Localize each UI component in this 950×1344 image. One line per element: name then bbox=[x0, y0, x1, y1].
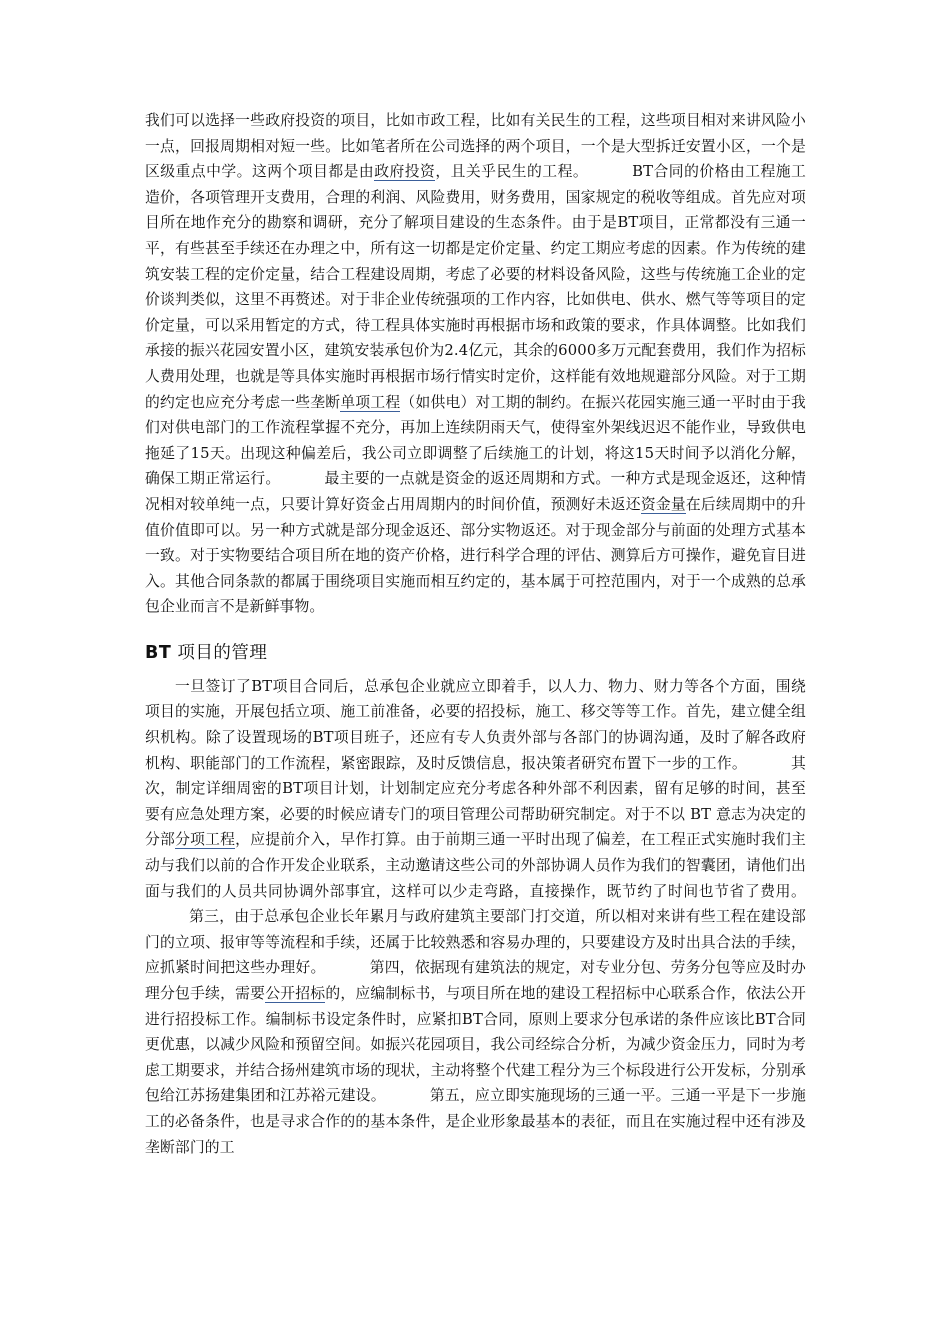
single-project-link[interactable]: 单项工程 bbox=[340, 393, 401, 411]
contract-pricing-paragraph bbox=[145, 108, 806, 620]
text-segment: 最主要的一点就是资金的返还周期和方式。一种方式是现金返还，这种情况相对较单纯一点，只要计算好资金占用周期内的时间价值，预测好未返还 bbox=[145, 470, 806, 513]
document-page bbox=[145, 108, 806, 1160]
bt-management-paragraph bbox=[145, 674, 806, 1160]
text-segment: 在后续周期中的升值价值即可以。另一种方式就是部分现金返还、部分实物返还。对于现金部分与前面的处理方式基本一致。对于实物要结合项目所在地的资产价格，进行科学合理的评估、测算后方可操作，避免盲目进入。其他合同条款的都属于围绕项目实施而相互约定的，基本属于可控范围内，对于一个成熟的总承包企业而言不是新鲜事物。 bbox=[145, 495, 807, 616]
text-segment: BT合同的价格由工程施工造价，各项管理开支费用，合理的利润、风险费用，财务费用，国家规定的税收等组成。首先应对项目所在地作充分的勘察和调研，充分了解项目建设的生态条件。由于是BT项目，正常都没有三通一平，有些甚至手续还在办理之中，所有这一切都是定价定量、约定工期应考虑的因素。作为传统的建筑安装工程的定价定量，结合工程建设周期，考虑了必要的材料设备风险，这些与传统施工企业的定价谈判类似，这里不再赘述。对于非企业传统强项的工作内容，比如供电、供水、燃气等等项目的定价定量，可以采用暂定的方式，待工程具体实施时再根据市场和政策的要求，作具体调整。比如我们承接的振兴花园安置小区，建筑安装承包价为2.4亿元，其余的6000多万元配套费用，我们作为招标人费用处理，也就是等具体实施时再根据市场行情实时定价，这样能有效地规避部分风险。对于工期的约定也应充分考虑一些垄断 bbox=[145, 163, 806, 411]
government-investment-link[interactable]: 政府投资 bbox=[374, 163, 436, 181]
text-segment: ，应提前介入，早作打算。由于前期三通一平时出现了偏差，在工程正式实施时我们主动与我们以前的合作开发企业联系，主动邀请这些公司的外部协调人员作为我们的智囊团，请他们出面与我们的人员共同协调外部事宜，这样可以少走弯路，直接操作，既节约了时间也节省了费用。 bbox=[145, 831, 806, 900]
text-segment: 第三，由于总承包企业长年累月与政府建筑主要部门打交道，所以相对来讲有些工程在建设部门的立项、报审等等流程和手续，还属于比较熟悉和容易办理的，只要建设方及时出具合法的手续，应抓紧时间把这些办理好。 bbox=[145, 908, 806, 977]
fund-amount-link[interactable]: 资金量 bbox=[640, 495, 686, 513]
text-segment: （如供电）对工期的制约。在振兴花园实施三通一平时由于我们对供电部门的工作流程掌握不充分，再加上连续阴雨天气，使得室外架线迟迟不能作业，导致供电拖延了15天。出现这种偏差后，我公司立即调整了后续施工的计划，将这15天时间予以消化分解，确保工期正常运行。 bbox=[145, 393, 806, 488]
heading-text: 项目的管理 bbox=[171, 642, 268, 663]
text-segment: ，且关乎民生的工程。 bbox=[435, 163, 589, 181]
heading-bt: BT bbox=[145, 642, 172, 663]
section-heading-bt-management bbox=[145, 640, 806, 666]
text-segment: 第四，依据现有建筑法的规定，对专业分包、劳务分包等应及时办理分包手续，需要 bbox=[145, 959, 806, 1002]
text-segment: 一旦签订了BT项目合同后，总承包企业就应立即着手，以人力、物力、财力等各个方面，围绕项目的实施，开展包括立项、施工前准备，必要的招投标，施工、移交等等工作。首先，建立健全组织机构。除了设置现场的BT项目班子，还应有专人负责外部与各部门的协调沟通，及时了解各政府机构、职能部门的工作流程，紧密跟踪，及时反馈信息，报决策者研究布置下一步的工作。 bbox=[145, 677, 806, 772]
sub-project-link[interactable]: 分项工程 bbox=[175, 831, 236, 849]
text-segment: 第五，应立即实施现场的三通一平。三通一平是下一步施工的必备条件，也是寻求合作的的基本条件，是企业形象最基本的表征，而且在实施过程中还有涉及垄断部门的工 bbox=[145, 1087, 806, 1156]
text-segment: 其次，制定详细周密的BT项目计划，计划制定应充分考虑各种外部不利因素，留有足够的时间，甚至要有应急处理方案，必要的时候应请专门的项目管理公司帮助研究制定。对于不以 BT 意志为决定的分部 bbox=[145, 754, 806, 849]
public-tender-link[interactable]: 公开招标 bbox=[265, 985, 326, 1002]
text-segment: 我们可以选择一些政府投资的项目，比如市政工程，比如有关民生的工程，这些项目相对来讲风险小一点，回报周期相对短一些。比如笔者所在公司选择的两个项目，一个是大型拆迁安置小区，一个是区级重点中学。这两个项目都是由 bbox=[145, 112, 806, 181]
text-segment: 的，应编制标书，与项目所在地的建设工程招标中心联系合作，依法公开进行招投标工作。编制标书设定条件时，应紧扣BT合同，原则上要求分包承诺的条件应该比BT合同更优惠，以减少风险和预留空间。如振兴花园项目，我公司经综合分析，为减少资金压力，同时为考虑工期要求，并结合扬州建筑市场的现状，主动将整个代建工程分为三个标段进行公开发标，分别承包给江苏扬建集团和江苏裕元建设。 bbox=[145, 985, 807, 1105]
